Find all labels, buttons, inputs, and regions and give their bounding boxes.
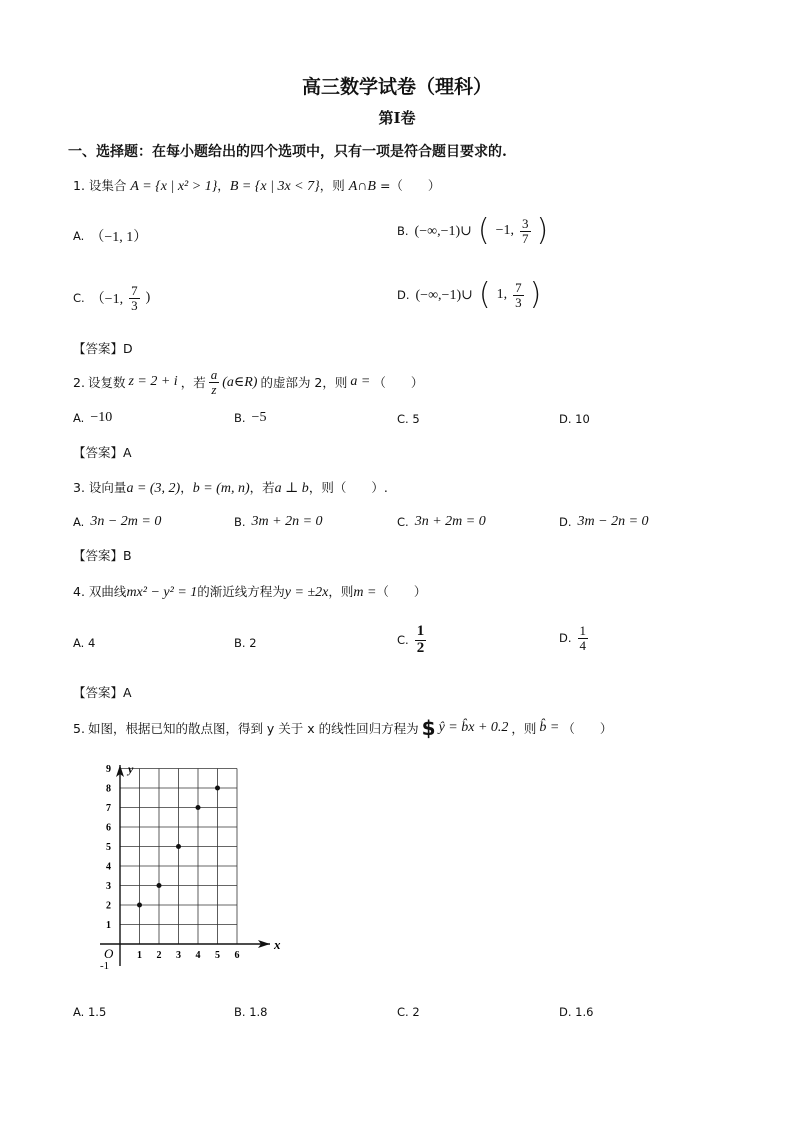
q1-option-a[interactable] bbox=[73, 226, 147, 246]
x-tick-label: 2 bbox=[156, 950, 162, 961]
condition: (a∈R) bbox=[222, 374, 258, 390]
variable: m = bbox=[353, 585, 377, 600]
numerator: 7 bbox=[515, 279, 522, 295]
option-text: （−1, bbox=[90, 292, 124, 308]
fraction-prefix: 1, bbox=[496, 287, 508, 302]
q1-option-b[interactable] bbox=[397, 213, 549, 248]
stem-suffix: ，则 bbox=[511, 721, 537, 736]
answer-tag: 【答案】 bbox=[73, 445, 124, 460]
option-label: B. bbox=[234, 411, 246, 425]
q3-option-b[interactable] bbox=[234, 514, 323, 530]
option-text: 3n − 2m = 0 bbox=[90, 514, 162, 529]
q2-option-a[interactable] bbox=[73, 410, 112, 426]
option-text: A. 1.5 bbox=[73, 1005, 107, 1019]
stem-text: 设向量 bbox=[88, 480, 127, 495]
question-1-stem bbox=[73, 176, 440, 195]
y-axis-label: y bbox=[128, 762, 134, 776]
y-tick-label: 7 bbox=[106, 803, 111, 814]
set-b: B = {x | 3x < 7} bbox=[229, 179, 320, 194]
q5-option-c[interactable] bbox=[397, 1005, 420, 1019]
perpendicular-cond: a ⊥ b bbox=[274, 481, 309, 496]
scatter-point bbox=[137, 903, 142, 908]
stem-text: 如图，根据已知的散点图，得到 y 关于 x 的线性回归方程为 bbox=[87, 721, 419, 736]
paren-open: ( bbox=[478, 277, 491, 312]
option-text: D. 10 bbox=[559, 412, 590, 426]
stem-suffix: 的虚部为 2，则 bbox=[260, 375, 348, 391]
question-3-stem bbox=[73, 478, 388, 497]
q1-answer bbox=[73, 339, 133, 357]
numerator: a bbox=[210, 367, 218, 382]
question-number: 3. bbox=[73, 480, 85, 495]
q3-option-c[interactable] bbox=[397, 514, 486, 530]
numerator: 7 bbox=[131, 283, 138, 298]
fraction-a-over-z bbox=[209, 368, 220, 396]
stem-mid: 的渐近线方程为 bbox=[197, 584, 285, 599]
y-tick-label: 9 bbox=[106, 764, 111, 775]
option-text: 3m + 2n = 0 bbox=[251, 514, 323, 529]
stem-text: 设复数 bbox=[87, 375, 126, 391]
fraction bbox=[415, 624, 427, 657]
q5-option-d[interactable] bbox=[559, 1005, 593, 1019]
option-text: C. 2 bbox=[397, 1005, 420, 1019]
exam-title: 高三数学试卷（理科） bbox=[301, 76, 492, 98]
q3-option-d[interactable] bbox=[559, 514, 649, 530]
section-heading: 一、选择题：在每小题给出的四个选项中，只有一项是符合题目要求的. bbox=[68, 144, 507, 160]
option-text: (−∞,−1)∪ bbox=[414, 223, 472, 239]
answer-value: A bbox=[123, 445, 132, 460]
denominator: 7 bbox=[522, 230, 529, 246]
q2-answer bbox=[73, 443, 132, 461]
q5-option-b[interactable] bbox=[234, 1005, 268, 1019]
option-label: B. bbox=[397, 224, 409, 238]
variable: a = bbox=[350, 374, 371, 390]
paren-close: ) bbox=[145, 290, 151, 306]
option-text: −10 bbox=[90, 410, 113, 425]
option-text: D. 1.6 bbox=[559, 1005, 594, 1019]
option-text: (−∞,−1)∪ bbox=[415, 287, 473, 303]
option-text: （−1, 1） bbox=[90, 230, 148, 245]
option-text: B. 2 bbox=[234, 636, 257, 650]
x-tick-label: 1 bbox=[137, 950, 142, 961]
stem-suffix: ，则 bbox=[328, 584, 354, 599]
stem-suffix: ，则（ ）. bbox=[308, 480, 388, 495]
denominator: 4 bbox=[579, 637, 587, 653]
question-number: 1. bbox=[73, 178, 85, 193]
fraction bbox=[513, 281, 524, 309]
option-label: D. bbox=[397, 288, 410, 302]
paren-open: ( bbox=[477, 213, 490, 248]
stem-mid: ，若 bbox=[180, 375, 206, 391]
q2-option-c[interactable] bbox=[397, 412, 420, 426]
answer-value: A bbox=[123, 685, 132, 700]
stem-text: 双曲线 bbox=[88, 584, 127, 599]
separator: ， bbox=[180, 480, 193, 495]
scatter-point bbox=[196, 805, 201, 810]
option-label: A. bbox=[73, 411, 85, 425]
complex-z: z = 2 + i bbox=[128, 374, 178, 390]
option-label: D. bbox=[559, 631, 572, 646]
x-tick-label: 6 bbox=[234, 950, 240, 961]
option-label: D. bbox=[559, 515, 572, 529]
q3-option-a[interactable] bbox=[73, 514, 161, 530]
question-number: 4. bbox=[73, 584, 85, 599]
stem-mid: ，若 bbox=[249, 480, 275, 495]
x-tick-label: 4 bbox=[195, 950, 201, 961]
denominator: 3 bbox=[515, 294, 522, 310]
hyperbola-equation: mx² − y² = 1 bbox=[126, 585, 198, 600]
scatter-point bbox=[176, 844, 181, 849]
option-label: B. bbox=[234, 515, 246, 529]
blank: （ ） bbox=[376, 584, 427, 599]
origin-label: O bbox=[104, 946, 114, 961]
y-tick-label: 1 bbox=[106, 920, 111, 931]
stem-text: 设集合 bbox=[88, 178, 127, 193]
q3-answer bbox=[73, 546, 132, 564]
q5-option-a[interactable] bbox=[73, 1005, 106, 1019]
exam-subtitle: 第I卷 bbox=[378, 109, 416, 127]
x-tick-label: 3 bbox=[176, 950, 181, 961]
option-label: A. bbox=[73, 515, 85, 529]
option-label: C. bbox=[397, 515, 409, 529]
denominator: 3 bbox=[131, 297, 138, 313]
option-text: A. 4 bbox=[73, 636, 96, 650]
scatter-point bbox=[157, 883, 162, 888]
y-tick-label: 6 bbox=[106, 822, 111, 834]
denominator: z bbox=[211, 381, 217, 397]
y-tick-label: 8 bbox=[106, 783, 111, 795]
numerator: 1 bbox=[416, 623, 425, 639]
q2-option-b[interactable] bbox=[234, 410, 266, 426]
answer-value: B bbox=[123, 548, 132, 563]
fraction bbox=[578, 624, 589, 652]
scatter-point bbox=[215, 786, 220, 791]
numerator: 1 bbox=[579, 623, 587, 638]
regression-equation: ŷ = b̂x + 0.2 bbox=[438, 720, 509, 735]
fraction bbox=[129, 284, 140, 312]
answer-tag: 【答案】 bbox=[73, 341, 124, 356]
y-tick-label: 3 bbox=[106, 881, 111, 892]
y-tick-label: 2 bbox=[106, 900, 111, 912]
x-tick-label: 5 bbox=[215, 950, 220, 961]
option-label: C. bbox=[73, 291, 85, 306]
q1-option-d[interactable] bbox=[397, 277, 542, 312]
option-text: −5 bbox=[251, 410, 267, 425]
scatter-plot bbox=[95, 760, 285, 972]
glyph-artifact: $ bbox=[421, 716, 436, 740]
blank: =（ ） bbox=[379, 178, 441, 193]
q4-option-d[interactable] bbox=[559, 624, 588, 652]
answer-value: D bbox=[123, 341, 133, 356]
q1-option-c[interactable] bbox=[73, 284, 150, 312]
answer-tag: 【答案】 bbox=[73, 685, 124, 700]
variable: b̂ = bbox=[539, 720, 560, 735]
fraction-prefix: −1, bbox=[495, 223, 514, 238]
blank: （ ） bbox=[562, 721, 613, 736]
intersection-expr: A∩B bbox=[348, 179, 376, 194]
neg-one-label: -1 bbox=[100, 960, 110, 972]
blank: （ ） bbox=[373, 375, 424, 391]
option-label: A. bbox=[73, 229, 85, 243]
option-label: C. bbox=[397, 633, 409, 648]
question-4-stem bbox=[73, 582, 426, 601]
numerator: 3 bbox=[522, 215, 529, 231]
stem-suffix: ，则 bbox=[319, 178, 345, 193]
option-text: C. 5 bbox=[397, 412, 420, 426]
set-a: A = {x | x² > 1} bbox=[130, 179, 218, 194]
q4-option-b[interactable] bbox=[234, 636, 257, 650]
question-2-stem bbox=[73, 368, 423, 396]
question-5-stem bbox=[73, 716, 612, 740]
question-number: 5. bbox=[73, 720, 85, 736]
y-tick-label: 4 bbox=[106, 861, 111, 873]
option-text: 3m − 2n = 0 bbox=[577, 514, 649, 529]
fraction bbox=[520, 217, 531, 245]
q2-option-d[interactable] bbox=[559, 412, 590, 426]
asymptote-equation: y = ±2x bbox=[284, 585, 329, 600]
separator: ， bbox=[217, 178, 230, 193]
q4-answer bbox=[73, 683, 132, 701]
denominator: 2 bbox=[416, 639, 425, 656]
x-axis-label: x bbox=[274, 937, 281, 952]
paren-close: ) bbox=[529, 277, 542, 312]
answer-tag: 【答案】 bbox=[73, 548, 124, 563]
vector-a: a = (3, 2) bbox=[126, 481, 181, 496]
q4-option-a[interactable] bbox=[73, 636, 95, 650]
vector-b: b = (m, n) bbox=[192, 481, 250, 496]
question-number: 2. bbox=[73, 374, 85, 390]
q4-option-c[interactable] bbox=[397, 624, 426, 657]
paren-close: ) bbox=[536, 213, 549, 248]
option-text: B. 1.8 bbox=[234, 1005, 268, 1019]
y-tick-label: 5 bbox=[106, 842, 111, 853]
option-text: 3n + 2m = 0 bbox=[414, 514, 486, 529]
